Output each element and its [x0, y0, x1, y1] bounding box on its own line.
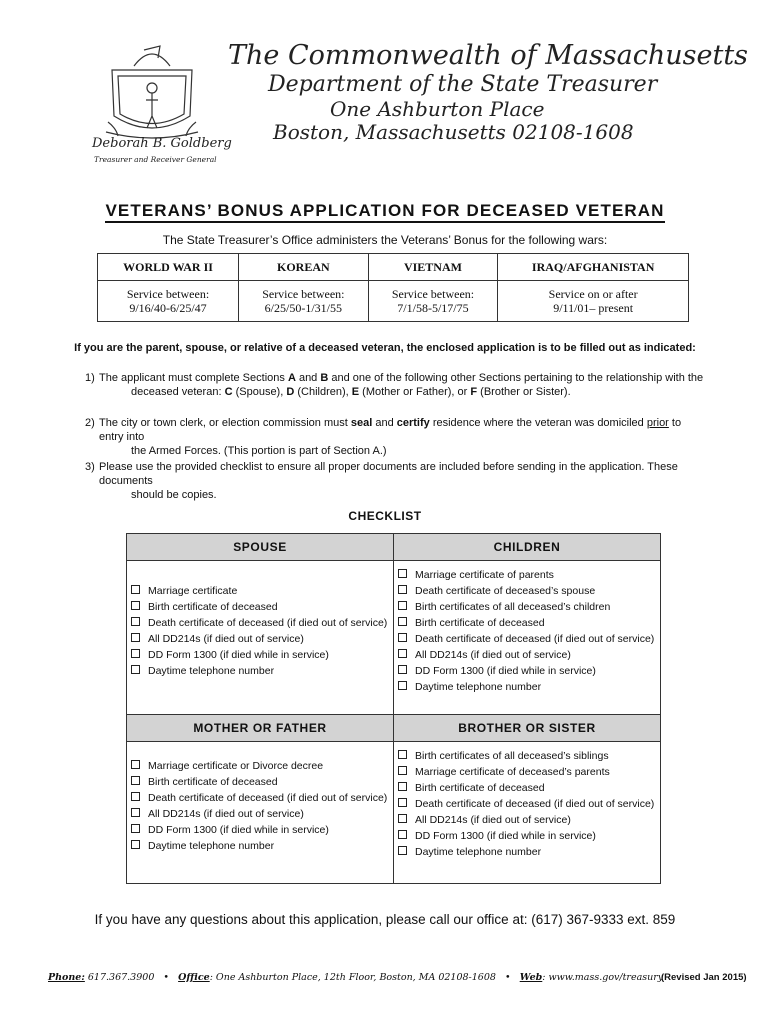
checkbox-icon[interactable] — [398, 633, 407, 642]
spouse-checklist-item — [131, 647, 393, 663]
commonwealth-heading: The Commonwealth of Massachusetts — [228, 40, 749, 71]
page-title: VETERANS’ BONUS APPLICATION FOR DECEASED VETERAN — [0, 201, 770, 221]
checkbox-icon[interactable] — [398, 665, 407, 674]
checkbox-icon[interactable] — [398, 782, 407, 791]
checkbox-icon[interactable] — [131, 585, 140, 594]
sibling-checklist-item — [398, 828, 660, 844]
spouse-checklist-item — [131, 599, 393, 615]
parent-checklist-item — [131, 806, 393, 822]
children-checklist-item — [398, 615, 660, 631]
checklist-item-label: Death certificate of deceased (if died out of service) — [415, 798, 655, 810]
sibling-checklist-item — [398, 764, 660, 780]
department-heading: Department of the State Treasurer — [268, 72, 658, 97]
checklist-item-label: DD Form 1300 (if died while in service) — [148, 649, 329, 661]
checkbox-icon[interactable] — [398, 798, 407, 807]
checklist-item-label: Daytime telephone number — [148, 840, 275, 852]
instruction-1: 1) The applicant must complete Sections A and B and one of the following other Sections pertaining to the relationship with the deceased veteran: C (Spouse), D (Children), E (Mother or Father), or F (Brother or Sister). — [85, 372, 704, 398]
checkbox-icon[interactable] — [131, 633, 140, 642]
checkbox-icon[interactable] — [398, 617, 407, 626]
checklist-item-label: Birth certificate of deceased — [415, 617, 545, 629]
checkbox-icon[interactable] — [131, 808, 140, 817]
checkbox-icon[interactable] — [131, 776, 140, 785]
parent-checklist-item — [131, 774, 393, 790]
instructions-intro: If you are the parent, spouse, or relative of a deceased veteran, the enclosed application is to be filled out as indicated: — [74, 342, 696, 354]
wars-intro: The State Treasurer’s Office administers the Veterans’ Bonus for the following wars: — [162, 233, 608, 247]
checkbox-icon[interactable] — [131, 792, 140, 801]
checkbox-icon[interactable] — [398, 830, 407, 839]
checklist-item-label: All DD214s (if died out of service) — [415, 649, 571, 661]
wars-header-row — [98, 254, 689, 281]
war-header: VIETNAM — [368, 254, 498, 281]
war-header: WORLD WAR II — [98, 254, 239, 281]
parent-checklist-item — [131, 790, 393, 806]
sibling-list-cell — [394, 742, 661, 884]
checklist-item-label: Birth certificates of all deceased’s siblings — [415, 750, 609, 762]
children-checklist-item — [398, 583, 660, 599]
checklist-item-label: Marriage certificate of deceased’s parents — [415, 766, 610, 778]
commonwealth-seal-logo — [104, 36, 200, 140]
address-line: One Ashburton Place — [330, 97, 545, 121]
parent-checklist-item — [131, 838, 393, 854]
checklist-item-label: Death certificate of deceased (if died out of service) — [148, 792, 388, 804]
war-dates: Service between: 7/1/58-5/17/75 — [368, 281, 498, 322]
checklist-heading: CHECKLIST — [348, 509, 422, 523]
checklist-item-label: Birth certificates of all deceased’s children — [415, 601, 611, 613]
checkbox-icon[interactable] — [398, 585, 407, 594]
checklist-item-label: Marriage certificate — [148, 585, 238, 597]
instruction-3: 3) Please use the provided checklist to ensure all proper documents are included before sending in the application. These documents should be copies. — [85, 461, 678, 501]
spouse-checklist-item — [131, 631, 393, 647]
checklist-item-label: Marriage certificate of parents — [415, 569, 554, 581]
checkbox-icon[interactable] — [131, 824, 140, 833]
children-list-cell — [394, 561, 661, 715]
checkbox-icon[interactable] — [398, 846, 407, 855]
contact-note: If you have any questions about this application, please call our office at: (617) 367-9333 ext. 859 — [94, 912, 676, 927]
parent-list-cell — [127, 742, 394, 884]
treasurer-title: Treasurer and Receiver General — [94, 155, 217, 164]
children-checklist-item — [398, 567, 660, 583]
footer-contact: Phone: 617.367.3900 • Office: One Ashburton Place, 12th Floor, Boston, MA 02108-1608 • Web: www.mass.gov/treasury — [48, 972, 664, 983]
checklist-item-label: All DD214s (if died out of service) — [148, 808, 304, 820]
sibling-checklist-item — [398, 844, 660, 860]
checklist-item-label: DD Form 1300 (if died while in service) — [415, 830, 596, 842]
checkbox-icon[interactable] — [398, 649, 407, 658]
children-checklist-item — [398, 647, 660, 663]
war-dates: Service between: 9/16/40-6/25/47 — [98, 281, 239, 322]
wars-dates-row — [98, 281, 689, 322]
sibling-checklist-item — [398, 748, 660, 764]
checklist-item-label: Daytime telephone number — [148, 665, 275, 677]
checkbox-icon[interactable] — [131, 617, 140, 626]
checkbox-icon[interactable] — [131, 601, 140, 610]
wars-table — [97, 253, 689, 322]
checkbox-icon[interactable] — [398, 601, 407, 610]
checklist-item-label: Death certificate of deceased (if died out of service) — [148, 617, 388, 629]
children-checklist-item — [398, 599, 660, 615]
checklist-item-label: DD Form 1300 (if died while in service) — [415, 665, 596, 677]
spouse-checklist-item — [131, 663, 393, 679]
revision-date: (Revised Jan 2015) — [661, 972, 747, 983]
checkbox-icon[interactable] — [131, 840, 140, 849]
checklist-item-label: Daytime telephone number — [415, 681, 542, 693]
checklist-item-label: All DD214s (if died out of service) — [415, 814, 571, 826]
war-dates: Service on or after 9/11/01– present — [498, 281, 689, 322]
checklist-item-label: Daytime telephone number — [415, 846, 542, 858]
spouse-list-cell — [127, 561, 394, 715]
children-checklist-item — [398, 663, 660, 679]
children-checklist-item — [398, 679, 660, 695]
war-dates: Service between: 6/25/50-1/31/55 — [239, 281, 369, 322]
checkbox-icon[interactable] — [398, 814, 407, 823]
parent-checklist-item — [131, 758, 393, 774]
checklist-item-label: All DD214s (if died out of service) — [148, 633, 304, 645]
parent-checklist-item — [131, 822, 393, 838]
checklist-item-label: Marriage certificate or Divorce decree — [148, 760, 324, 772]
children-checklist-item — [398, 631, 660, 647]
war-header: IRAQ/AFGHANISTAN — [498, 254, 689, 281]
parent-header: MOTHER OR FATHER — [127, 715, 394, 742]
checkbox-icon[interactable] — [131, 665, 140, 674]
instruction-2: 2) The city or town clerk, or election commission must seal and certify residence where the veteran was domiciled prior to entry into the Armed Forces. (This portion is part of Section A.) — [85, 417, 682, 457]
sibling-checklist-item — [398, 812, 660, 828]
city-line: Boston, Massachusetts 02108-1608 — [273, 120, 634, 144]
checkbox-icon[interactable] — [398, 766, 407, 775]
checklist-item-label: Birth certificate of deceased — [148, 601, 278, 613]
spouse-checklist-item — [131, 583, 393, 599]
spouse-header: SPOUSE — [127, 534, 394, 561]
war-header: KOREAN — [239, 254, 369, 281]
checkbox-icon[interactable] — [398, 569, 407, 578]
checklist-item-label: Death certificate of deceased’s spouse — [415, 585, 596, 597]
children-header: CHILDREN — [394, 534, 661, 561]
sibling-checklist-item — [398, 796, 660, 812]
checkbox-icon[interactable] — [131, 649, 140, 658]
checkbox-icon[interactable] — [398, 681, 407, 690]
sibling-header: BROTHER OR SISTER — [394, 715, 661, 742]
spouse-checklist-item — [131, 615, 393, 631]
checklist-item-label: Birth certificate of deceased — [148, 776, 278, 788]
checklist-item-label: DD Form 1300 (if died while in service) — [148, 824, 329, 836]
checkbox-icon[interactable] — [398, 750, 407, 759]
checklist-item-label: Birth certificate of deceased — [415, 782, 545, 794]
checkbox-icon[interactable] — [131, 760, 140, 769]
sibling-checklist-item — [398, 780, 660, 796]
checklist-table — [126, 533, 661, 884]
checklist-item-label: Death certificate of deceased (if died out of service) — [415, 633, 655, 645]
treasurer-signature: Deborah B. Goldberg — [92, 136, 232, 151]
